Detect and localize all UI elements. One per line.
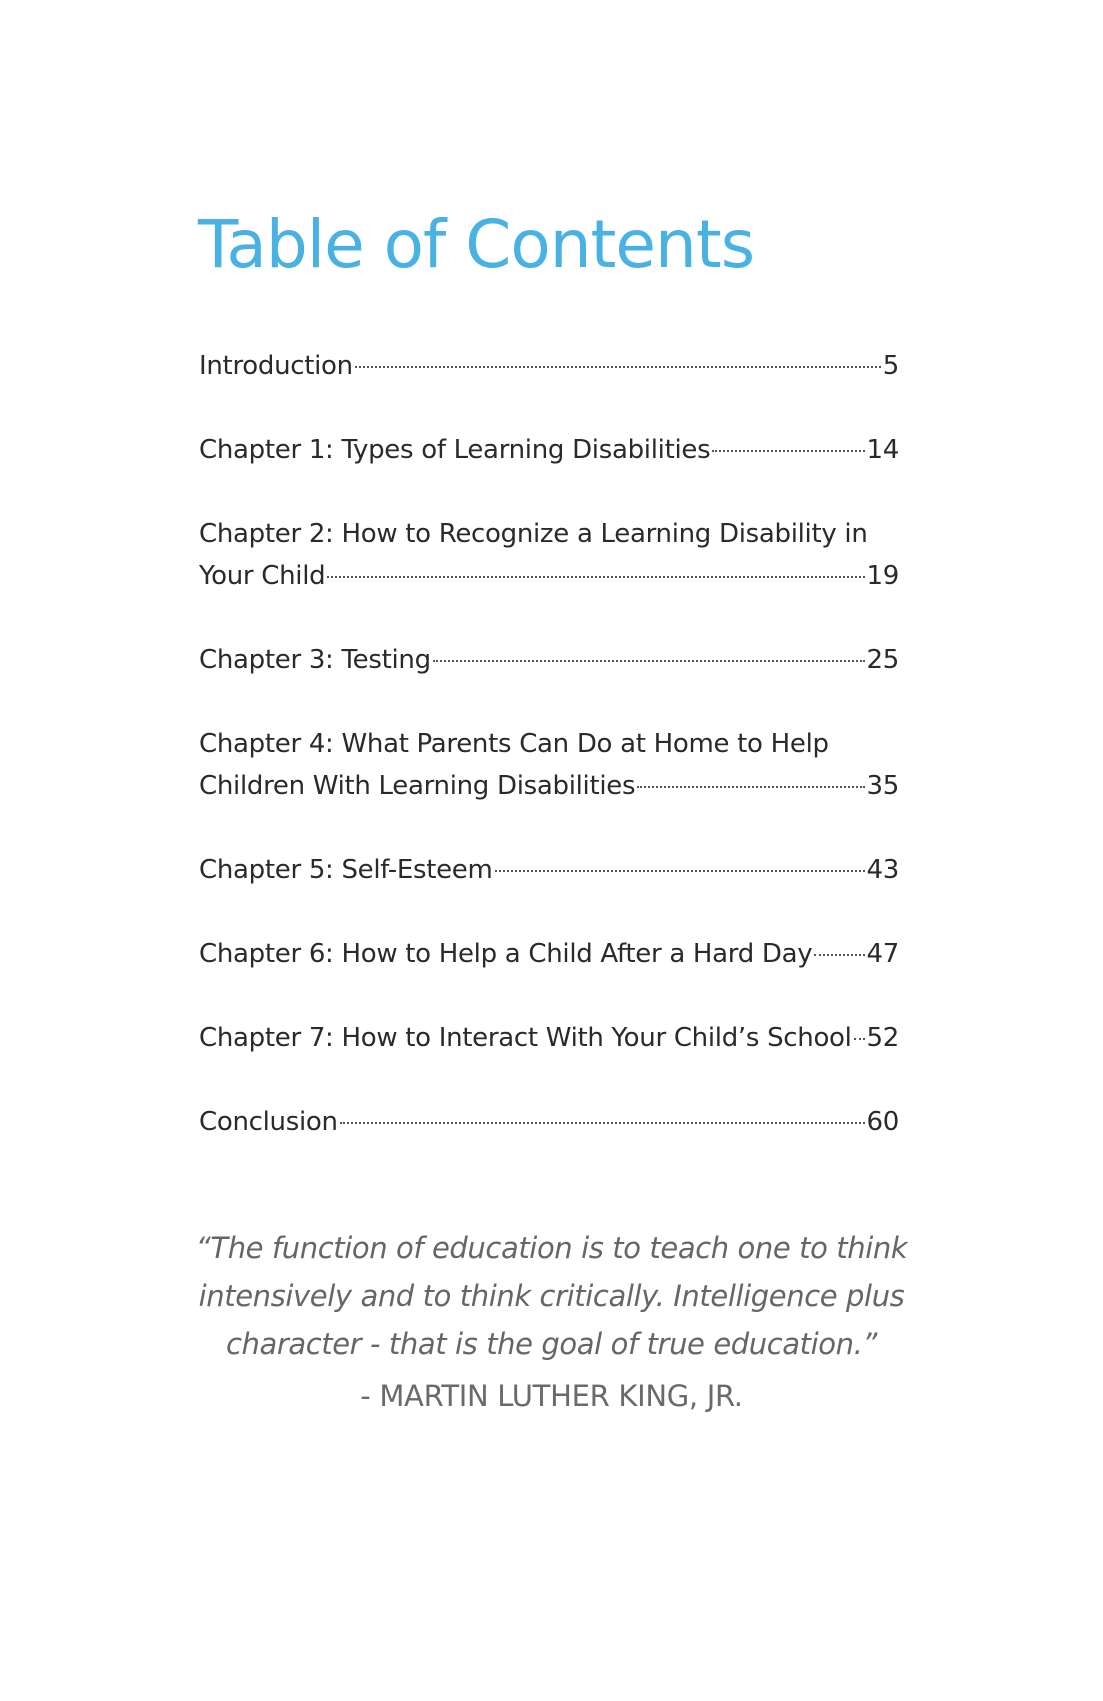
table-of-contents	[199, 345, 899, 1185]
toc-page-number: 52	[866, 1023, 899, 1053]
dot-leader	[637, 785, 864, 788]
dot-leader	[854, 1037, 865, 1040]
toc-line	[199, 639, 899, 681]
toc-page-number: 14	[866, 435, 899, 465]
quote-line-2: intensively and to think critically. Intelligence plus	[198, 1279, 905, 1313]
toc-entry-chapter-3[interactable]	[199, 639, 899, 681]
toc-page-number: 47	[866, 939, 899, 969]
toc-line	[199, 849, 899, 891]
dot-leader	[327, 575, 864, 578]
toc-entry-label-line-1: Chapter 2: How to Recognize a Learning Disability in	[199, 519, 868, 549]
toc-entry-conclusion[interactable]	[199, 1101, 899, 1143]
toc-line	[199, 345, 899, 387]
toc-line	[199, 723, 899, 765]
toc-entry-label-line-1: Chapter 4: What Parents Can Do at Home to Help	[199, 729, 829, 759]
toc-entry-label: Conclusion	[199, 1107, 338, 1137]
toc-entry-introduction[interactable]	[199, 345, 899, 387]
quote-text	[150, 1224, 953, 1368]
toc-entry-chapter-6[interactable]	[199, 933, 899, 975]
quote-line-3: character - that is the goal of true education.”	[225, 1327, 878, 1361]
toc-line	[199, 1017, 899, 1059]
toc-entry-label-line-2: Your Child	[199, 561, 326, 591]
toc-entry-label: Chapter 3: Testing	[199, 645, 431, 675]
toc-page-number: 19	[866, 561, 899, 591]
quote-attribution: - MARTIN LUTHER KING, JR.	[360, 1379, 743, 1413]
toc-line	[199, 1101, 899, 1143]
toc-line	[199, 933, 899, 975]
toc-entry-label-line-2: Children With Learning Disabilities	[199, 771, 636, 801]
toc-line	[199, 765, 899, 807]
dot-leader	[712, 449, 864, 452]
toc-page-number: 35	[866, 771, 899, 801]
toc-entry-chapter-1[interactable]	[199, 429, 899, 471]
toc-line	[199, 429, 899, 471]
dot-leader	[433, 659, 865, 662]
toc-page-number: 60	[866, 1107, 899, 1137]
dot-leader	[355, 365, 881, 368]
toc-page-number: 43	[866, 855, 899, 885]
toc-entry-label: Introduction	[199, 351, 353, 381]
toc-entry-label: Chapter 5: Self-Esteem	[199, 855, 493, 885]
dot-leader	[814, 953, 864, 956]
toc-page-number: 25	[866, 645, 899, 675]
toc-entry-label: Chapter 7: How to Interact With Your Child’s School	[199, 1023, 852, 1053]
toc-entry-label: Chapter 6: How to Help a Child After a Hard Day	[199, 939, 813, 969]
toc-line	[199, 513, 899, 555]
toc-page-number: 5	[882, 351, 899, 381]
toc-entry-chapter-4[interactable]	[199, 723, 899, 807]
dot-leader	[340, 1121, 865, 1124]
toc-entry-chapter-5[interactable]	[199, 849, 899, 891]
page-title: Table of Contents	[198, 206, 755, 283]
quote-line-1: “The function of education is to teach one to think	[195, 1231, 908, 1265]
toc-entry-chapter-2[interactable]	[199, 513, 899, 597]
toc-line	[199, 555, 899, 597]
toc-entry-label: Chapter 1: Types of Learning Disabilities	[199, 435, 711, 465]
toc-entry-chapter-7[interactable]	[199, 1017, 899, 1059]
dot-leader	[495, 869, 865, 872]
